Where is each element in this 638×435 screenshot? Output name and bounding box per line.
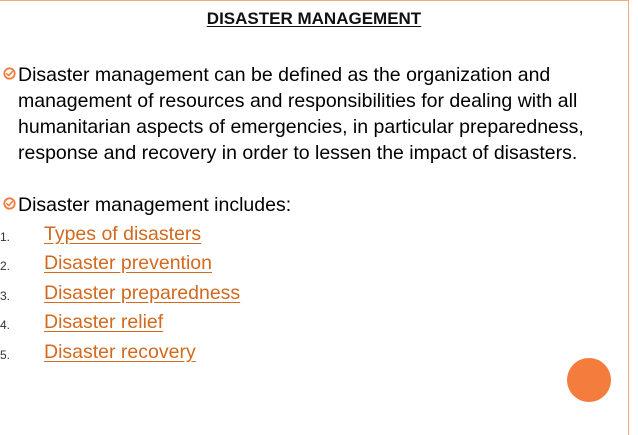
link-types-of-disasters[interactable]: Types of disasters bbox=[44, 223, 202, 245]
bullet-includes bbox=[0, 192, 291, 218]
bullet-text: Disaster management can be defined as the organization and management of resources and responsibilities for dealing with all humanitarian aspects of emergencies, in particular preparedness, response and recovery in order to lessen the impact of disasters. bbox=[18, 64, 584, 164]
slide-frame-top bbox=[0, 0, 628, 1]
bullet-definition bbox=[0, 62, 608, 166]
bullet-text: Disaster management includes: bbox=[18, 194, 292, 216]
circle-check-icon bbox=[0, 192, 18, 214]
decorative-circle bbox=[567, 358, 611, 402]
link-disaster-prevention[interactable]: Disaster prevention bbox=[44, 252, 212, 274]
circle-check-icon bbox=[0, 62, 18, 84]
list-number: 4. bbox=[0, 318, 11, 332]
link-disaster-relief[interactable]: Disaster relief bbox=[44, 311, 164, 333]
list-number: 5. bbox=[0, 348, 11, 362]
list-number: 1. bbox=[0, 230, 11, 244]
list-number: 3. bbox=[0, 289, 11, 303]
slide-frame-right bbox=[628, 0, 629, 435]
link-disaster-preparedness[interactable]: Disaster preparedness bbox=[44, 282, 241, 304]
link-disaster-recovery[interactable]: Disaster recovery bbox=[44, 341, 196, 363]
slide-title: DISASTER MANAGEMENT bbox=[206, 9, 422, 28]
list-number: 2. bbox=[0, 259, 11, 273]
